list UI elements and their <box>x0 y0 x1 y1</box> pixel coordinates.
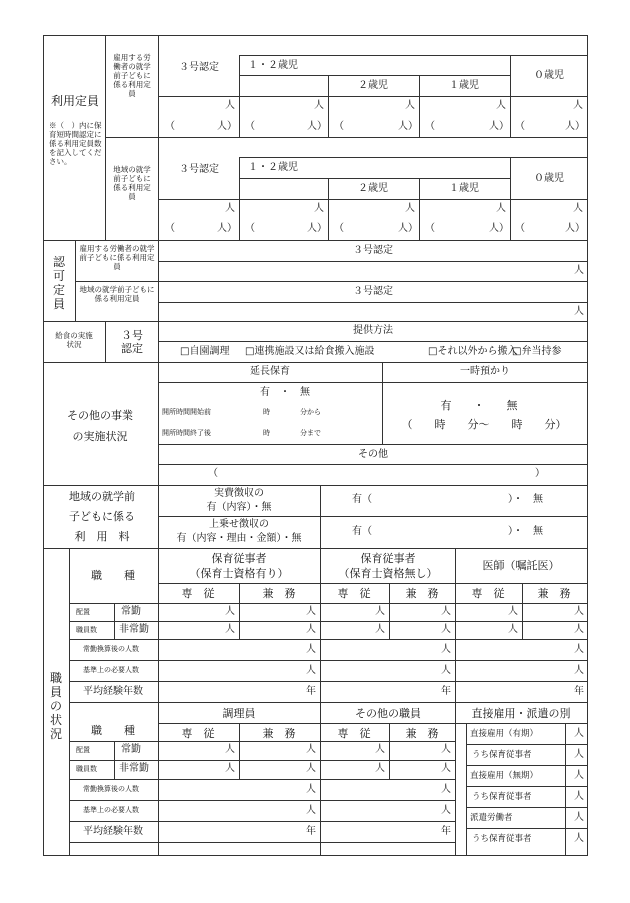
jokin-label: 常勤 <box>121 606 141 617</box>
riyo-koyo-short-12[interactable]: 人） <box>307 121 327 132</box>
riyo-koyo-nintei3: ３号認定 <box>179 62 219 73</box>
ninka-chiiki-val[interactable]: 人 <box>574 306 584 317</box>
upper-hijokin-ishi-senju[interactable]: 人 <box>508 624 518 635</box>
upper-jokin-yes-kenmu[interactable]: 人 <box>306 606 316 617</box>
riyo-koyo-val-3go[interactable]: 人 <box>225 100 235 111</box>
ryokin-uwanose-2: 有（内容・理由・金額）・無 <box>176 533 302 544</box>
riyo-chiiki-val-1[interactable]: 人 <box>496 203 506 214</box>
sonota-ichiji-time[interactable]: （ 時 分～ 時 分） <box>401 418 567 431</box>
koyo-uchi-hoiku-2-val[interactable]: 人 <box>574 791 584 802</box>
upper-hijokin-no-kenmu[interactable]: 人 <box>441 624 451 635</box>
upper-kijun-yes[interactable]: 人 <box>306 665 316 676</box>
shokuin-ishi: 医師（嘱託医） <box>482 559 560 572</box>
sonota-other-paren-l: （ <box>208 468 218 479</box>
lower-kijun-sonota[interactable]: 人 <box>441 805 451 816</box>
sonota-ichiji-ari-nashi[interactable]: 有 ・ 無 <box>440 399 518 412</box>
paren: （ <box>334 223 344 234</box>
riyo-koyo-short-1[interactable]: 人） <box>489 121 509 132</box>
kenmu-label: 兼 務 <box>537 587 571 600</box>
riyo-chiiki-short-3go[interactable]: 人） <box>217 223 237 234</box>
ninka-koyo-label: 雇用する労働者の就学前子どもに係る利用定員 <box>79 244 155 271</box>
sonota-encho-label: 延長保育 <box>250 366 290 377</box>
kyushoku-option-jien[interactable]: □自園調理 <box>180 346 230 357</box>
shokuin-hoiku-yes-1: 保育従事者 <box>211 552 267 565</box>
ryokin-jippi-ari[interactable]: 有（ <box>352 494 372 505</box>
kenmu-label: 兼 務 <box>405 587 439 600</box>
koyo-uchi-hoiku-1: うち保育従事者 <box>472 750 532 760</box>
koyo-chokusetsu-yuki: 直接雇用（有期） <box>470 729 539 739</box>
riyo-title: 利用定員 <box>50 94 100 108</box>
riyo-chiiki-short-1[interactable]: 人） <box>489 223 509 234</box>
ryokin-title-2: 子どもに係る <box>69 510 135 523</box>
riyo-chiiki-nintei3: ３号認定 <box>179 164 219 175</box>
upper-keiken-no[interactable]: 年 <box>441 686 451 697</box>
ryokin-uwanose-1: 上乗せ徴収の <box>209 519 269 530</box>
ninka-chiiki-nintei3: ３号認定 <box>353 286 393 297</box>
upper-hijokin-no-senju[interactable]: 人 <box>375 624 385 635</box>
lower-keiken-sonota[interactable]: 年 <box>441 826 451 837</box>
riyo-koyo-age0: ０歳児 <box>534 70 564 81</box>
sonota-start-kara: 分から <box>300 408 321 416</box>
riyo-koyo-short-2[interactable]: 人） <box>398 121 418 132</box>
ninka-title: 認可定員 <box>53 255 66 311</box>
shokuin-koyo-betsu: 直接雇用・派遣の別 <box>471 707 571 720</box>
lower-jokin-sonota-kenmu[interactable]: 人 <box>441 744 451 755</box>
kijun-label: 基準上の必要人数 <box>83 806 139 814</box>
lower-hijokin-chori-kenmu[interactable]: 人 <box>306 763 316 774</box>
upper-jokin-yes-senju[interactable]: 人 <box>225 606 235 617</box>
shokuin-title: 職員の状況 <box>50 671 63 741</box>
kijun-label: 基準上の必要人数 <box>83 666 139 674</box>
riyo-koyo-short-3go[interactable]: 人） <box>217 121 237 132</box>
kyushoku-option-sonota[interactable]: □それ以外から搬入 <box>428 346 518 357</box>
shokuinsu-label: 職員数 <box>76 765 97 773</box>
koyo-chokusetsu-muki-val[interactable]: 人 <box>574 770 584 781</box>
ryokin-uwanose-nashi[interactable]: ）・ 無 <box>508 526 543 537</box>
koyo-haken: 派遣労働者 <box>470 813 513 823</box>
ryokin-jippi-2: 有（内容）・無 <box>206 502 272 513</box>
riyo-koyo-short-3go-open: （ <box>165 121 175 132</box>
riyo-chiiki-short-12[interactable]: 人） <box>307 223 327 234</box>
shokuinsu-label: 職員数 <box>76 626 97 634</box>
upper-jokin-no-senju[interactable]: 人 <box>375 606 385 617</box>
koyo-chokusetsu-muki: 直接雇用（無期） <box>470 771 539 781</box>
riyo-note: ※（ ）内に保育短時間認定に係る利用定員数を記入してください。 <box>49 121 102 166</box>
riyo-chiiki-age12: １・２歳児 <box>248 162 298 173</box>
riyo-chiiki-val-0[interactable]: 人 <box>573 203 583 214</box>
upper-hijokin-yes-kenmu[interactable]: 人 <box>306 624 316 635</box>
upper-jokin-ishi-senju[interactable]: 人 <box>508 606 518 617</box>
kyushoku-option-renkei[interactable]: □連携施設又は給食搬入施設 <box>245 346 375 357</box>
shokuin-chori: 調理員 <box>222 707 256 720</box>
riyo-koyo-age2: ２歳児 <box>358 80 388 91</box>
senju-label: 専 従 <box>181 727 215 740</box>
ryokin-title-3: 利 用 料 <box>74 530 130 543</box>
koyo-uchi-hoiku-1-val[interactable]: 人 <box>574 749 584 760</box>
sonota-ichiji-label: 一時預かり <box>460 366 510 377</box>
sonota-other-paren-r: ） <box>535 468 545 479</box>
paren: （ <box>515 121 525 132</box>
riyo-koyo-val-2[interactable]: 人 <box>405 100 415 111</box>
shokuin-shokushu-2: 職 種 <box>91 724 135 737</box>
riyo-chiiki-age0: ０歳児 <box>534 173 564 184</box>
ninka-koyo-val[interactable]: 人 <box>574 265 584 276</box>
koyo-uchi-hoiku-3: うち保育従事者 <box>472 834 532 844</box>
koyo-uchi-hoiku-2: うち保育従事者 <box>472 792 532 802</box>
lower-hijokin-chori-senju[interactable]: 人 <box>225 763 235 774</box>
upper-keiken-ishi[interactable]: 年 <box>574 686 584 697</box>
sonota-end-made: 分まで <box>300 429 321 437</box>
upper-kansan-no[interactable]: 人 <box>441 644 451 655</box>
riyo-chiiki-label: 地域の就学前子どもに係る利用定員 <box>113 165 151 201</box>
ninka-chiiki-label: 地域の就学前子どもに係る利用定員 <box>79 285 155 303</box>
lower-kansan-chori[interactable]: 人 <box>306 784 316 795</box>
lower-keiken-chori[interactable]: 年 <box>306 826 316 837</box>
riyo-chiiki-val-2[interactable]: 人 <box>405 203 415 214</box>
lower-jokin-chori-senju[interactable]: 人 <box>225 744 235 755</box>
senju-label: 専 従 <box>337 587 371 600</box>
ryokin-title-1: 地域の就学前 <box>69 490 135 503</box>
lower-hijokin-sonota-kenmu[interactable]: 人 <box>441 763 451 774</box>
daycare-form <box>43 35 588 856</box>
upper-kijun-no[interactable]: 人 <box>441 665 451 676</box>
ryokin-jippi-1: 実費徴収の <box>214 488 264 499</box>
koyo-uchi-hoiku-3-val[interactable]: 人 <box>574 833 584 844</box>
sonota-encho-ari-nashi[interactable]: 有 ・ 無 <box>260 387 310 398</box>
paren: （ <box>334 121 344 132</box>
paren: （ <box>165 223 175 234</box>
upper-jokin-no-kenmu[interactable]: 人 <box>441 606 451 617</box>
upper-kijun-ishi[interactable]: 人 <box>574 665 584 676</box>
sonota-other-label: その他 <box>358 449 388 460</box>
riyo-koyo-val-12[interactable]: 人 <box>314 100 324 111</box>
sonota-end-ji: 時 <box>263 429 270 437</box>
riyo-koyo-val-0[interactable]: 人 <box>573 100 583 111</box>
paren: （ <box>245 223 255 234</box>
sonota-title-1: その他の事業 <box>67 409 133 422</box>
sonota-title-2: の実施状況 <box>72 430 128 443</box>
kansan-label: 常勤換算後の人数 <box>83 785 139 793</box>
sonota-end-label: 開所時間終了後 <box>162 429 211 437</box>
koyo-haken-val[interactable]: 人 <box>574 812 584 823</box>
kyushoku-title: 給食の実施状況 <box>55 331 93 349</box>
upper-kansan-yes[interactable]: 人 <box>306 644 316 655</box>
riyo-chiiki-age1: １歳児 <box>449 183 479 194</box>
keiken-label: 平均経験年数 <box>83 686 143 697</box>
riyo-koyo-age1: １歳児 <box>449 80 479 91</box>
paren: （ <box>515 223 525 234</box>
kyushoku-method-label: 提供方法 <box>353 325 393 336</box>
riyo-koyo-val-1[interactable]: 人 <box>496 100 506 111</box>
haichi-label: 配置 <box>76 746 90 754</box>
lower-kijun-chori[interactable]: 人 <box>306 805 316 816</box>
upper-keiken-yes[interactable]: 年 <box>306 686 316 697</box>
upper-kansan-ishi[interactable]: 人 <box>574 644 584 655</box>
riyo-koyo-short-0[interactable]: 人） <box>565 121 585 132</box>
hijokin-label: 非常勤 <box>119 763 149 774</box>
kyushoku-nintei3: ３号認定 <box>121 329 143 355</box>
ryokin-jippi-nashi[interactable]: ）・ 無 <box>508 494 543 505</box>
paren: （ <box>425 223 435 234</box>
kansan-label: 常勤換算後の人数 <box>83 645 139 653</box>
jokin-label: 常勤 <box>121 744 141 755</box>
upper-jokin-ishi-kenmu[interactable]: 人 <box>574 606 584 617</box>
kenmu-label: 兼 務 <box>262 727 296 740</box>
koyo-chokusetsu-yuki-val[interactable]: 人 <box>574 728 584 739</box>
riyo-chiiki-age2: ２歳児 <box>358 183 388 194</box>
haichi-label: 配置 <box>76 608 90 616</box>
lower-jokin-chori-kenmu[interactable]: 人 <box>306 744 316 755</box>
upper-hijokin-yes-senju[interactable]: 人 <box>225 624 235 635</box>
sonota-start-ji: 時 <box>263 408 270 416</box>
paren: （ <box>245 121 255 132</box>
riyo-koyo-age12: １・２歳児 <box>248 60 298 71</box>
kenmu-label: 兼 務 <box>262 587 296 600</box>
shokuin-shokushu-1: 職 種 <box>91 569 135 582</box>
shokuin-hoiku-yes-2: （保育士資格有り） <box>189 567 289 580</box>
senju-label: 専 従 <box>471 587 505 600</box>
senju-label: 専 従 <box>181 587 215 600</box>
riyo-chiiki-val-3go[interactable]: 人 <box>225 203 235 214</box>
shokuin-hoiku-no-2: （保育士資格無し） <box>338 567 438 580</box>
hijokin-label: 非常勤 <box>119 624 149 635</box>
kenmu-label: 兼 務 <box>405 727 439 740</box>
upper-hijokin-ishi-kenmu[interactable]: 人 <box>574 624 584 635</box>
lower-hijokin-sonota-senju[interactable]: 人 <box>375 763 385 774</box>
riyo-koyo-label: 雇用する労働者の就学前子どもに係る利用定員 <box>113 53 151 98</box>
shokuin-sonota: その他の職員 <box>355 707 421 720</box>
senju-label: 専 従 <box>337 727 371 740</box>
sonota-start-label: 開所時間開始前 <box>162 408 211 416</box>
ninka-koyo-nintei3: ３号認定 <box>353 245 393 256</box>
riyo-chiiki-short-0[interactable]: 人） <box>565 223 585 234</box>
riyo-chiiki-short-2[interactable]: 人） <box>398 223 418 234</box>
ryokin-uwanose-ari[interactable]: 有（ <box>352 526 372 537</box>
keiken-label: 平均経験年数 <box>83 826 143 837</box>
paren: （ <box>425 121 435 132</box>
lower-kansan-sonota[interactable]: 人 <box>441 784 451 795</box>
shokuin-hoiku-no-1: 保育従事者 <box>360 552 416 565</box>
lower-jokin-sonota-senju[interactable]: 人 <box>375 744 385 755</box>
kyushoku-option-bento[interactable]: □弁当持参 <box>512 346 562 357</box>
riyo-chiiki-val-12[interactable]: 人 <box>314 203 324 214</box>
